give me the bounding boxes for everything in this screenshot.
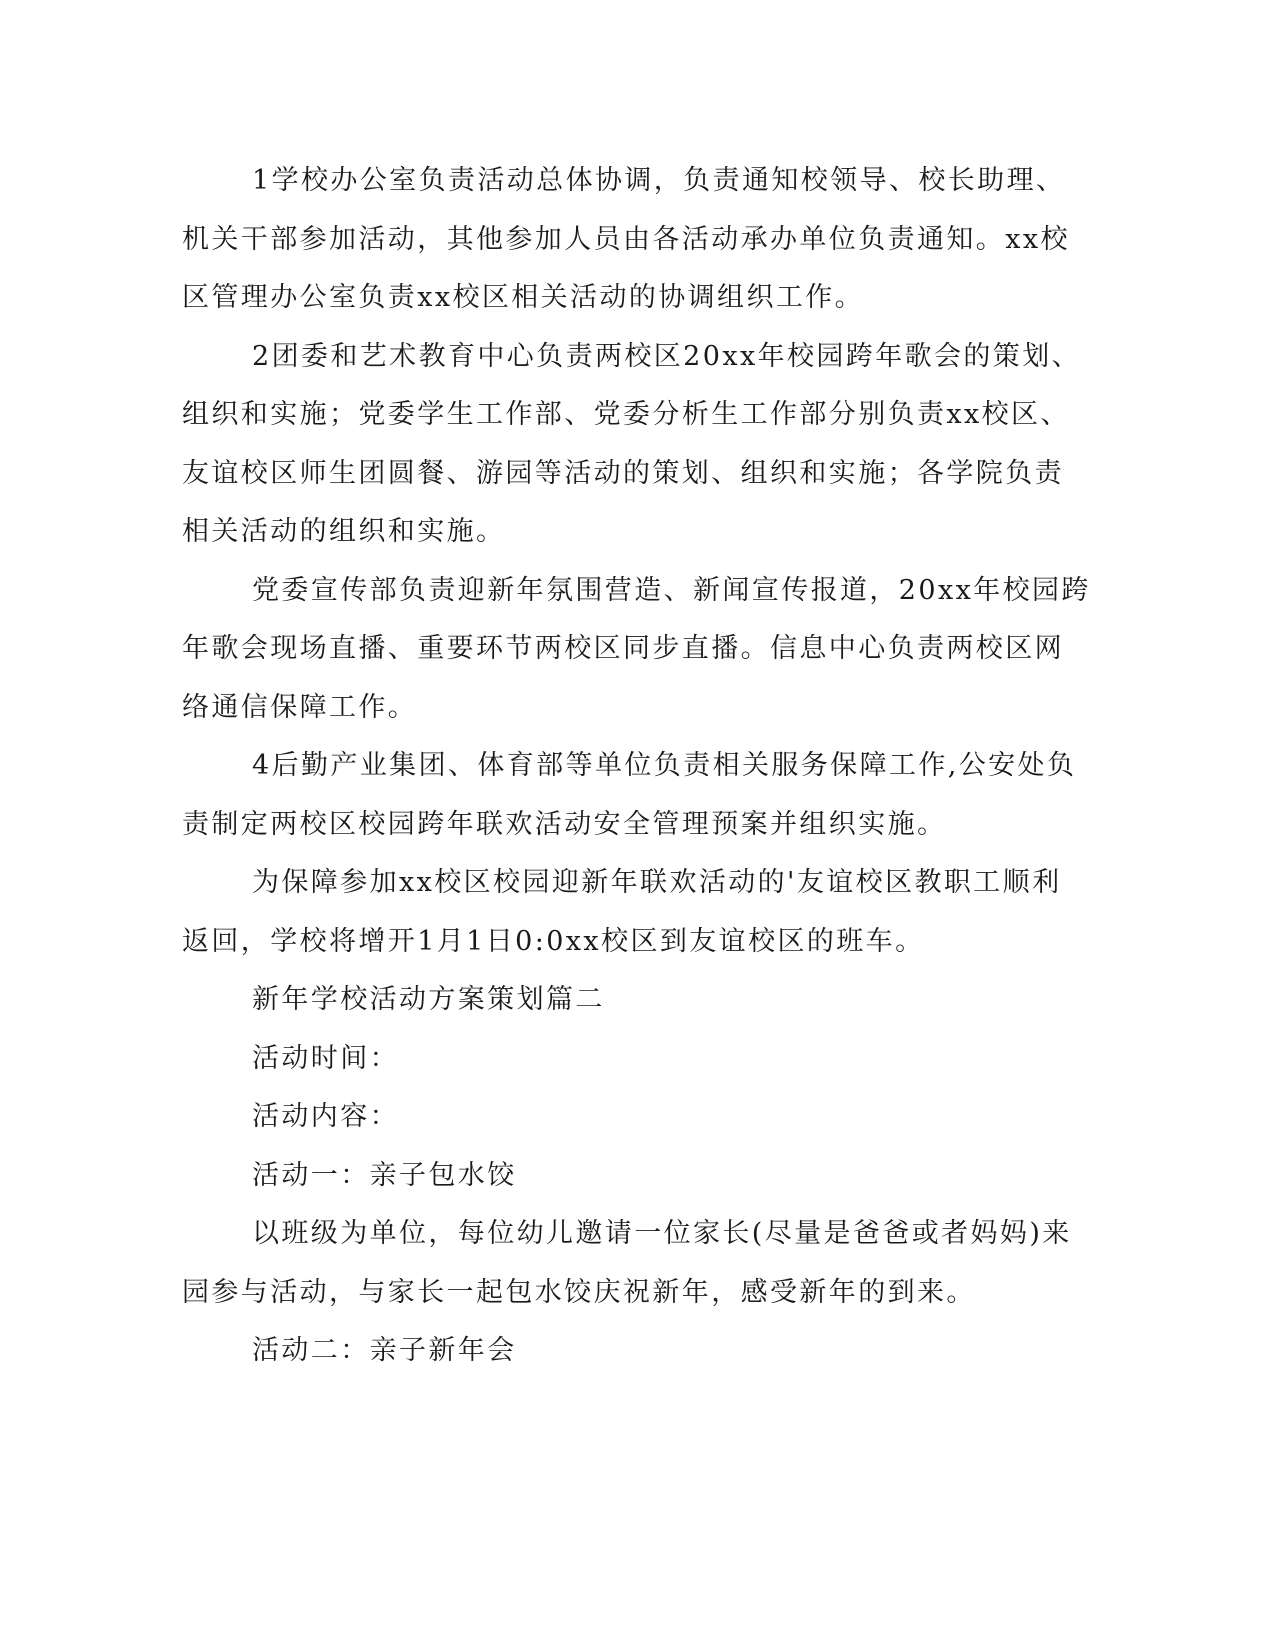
paragraph-2-line-4: 相关活动的组织和实施。 <box>182 516 506 547</box>
paragraph-6-line-1: 以班级为单位，每位幼儿邀请一位家长(尽量是爸爸或者妈妈)来 <box>252 1218 1072 1249</box>
activity-content-label: 活动内容： <box>252 1101 399 1132</box>
activity-one-title: 活动一：亲子包水饺 <box>252 1160 517 1191</box>
paragraph-2-line-1: 2团委和艺术教育中心负责两校区20xx年校园跨年歌会的策划、 <box>252 341 1081 372</box>
section-heading: 新年学校活动方案策划篇二 <box>252 984 605 1015</box>
paragraph-5-line-2: 返回，学校将增开1月1日0:0xx校区到友谊校区的班车。 <box>182 926 925 957</box>
paragraph-3-line-1: 党委宣传部负责迎新年氛围营造、新闻宣传报道，20xx年校园跨 <box>252 575 1091 606</box>
paragraph-1-line-1: 1学校办公室负责活动总体协调，负责通知校领导、校长助理、 <box>252 165 1066 196</box>
activity-two-title: 活动二：亲子新年会 <box>252 1335 517 1366</box>
paragraph-4-line-2: 责制定两校区校园跨年联欢活动安全管理预案并组织实施。 <box>182 809 947 840</box>
activity-time-label: 活动时间： <box>252 1043 399 1074</box>
paragraph-6-line-2: 园参与活动，与家长一起包水饺庆祝新年，感受新年的到来。 <box>182 1277 976 1308</box>
paragraph-3-line-3: 络通信保障工作。 <box>182 692 418 723</box>
paragraph-4-line-1: 4后勤产业集团、体育部等单位负责相关服务保障工作,公安处负 <box>252 750 1077 781</box>
paragraph-3-line-2: 年歌会现场直播、重要环节两校区同步直播。信息中心负责两校区网 <box>182 633 1064 664</box>
paragraph-2-line-3: 友谊校区师生团圆餐、游园等活动的策划、组织和实施；各学院负责 <box>182 458 1064 489</box>
paragraph-1-line-2: 机关干部参加活动，其他参加人员由各活动承办单位负责通知。xx校 <box>182 224 1070 255</box>
paragraph-1-line-3: 区管理办公室负责xx校区相关活动的协调组织工作。 <box>182 282 865 313</box>
paragraph-2-line-2: 组织和实施；党委学生工作部、党委分析生工作部分别负责xx校区、 <box>182 399 1070 430</box>
paragraph-5-line-1: 为保障参加xx校区校园迎新年联欢活动的'友谊校区教职工顺利 <box>252 867 1062 898</box>
